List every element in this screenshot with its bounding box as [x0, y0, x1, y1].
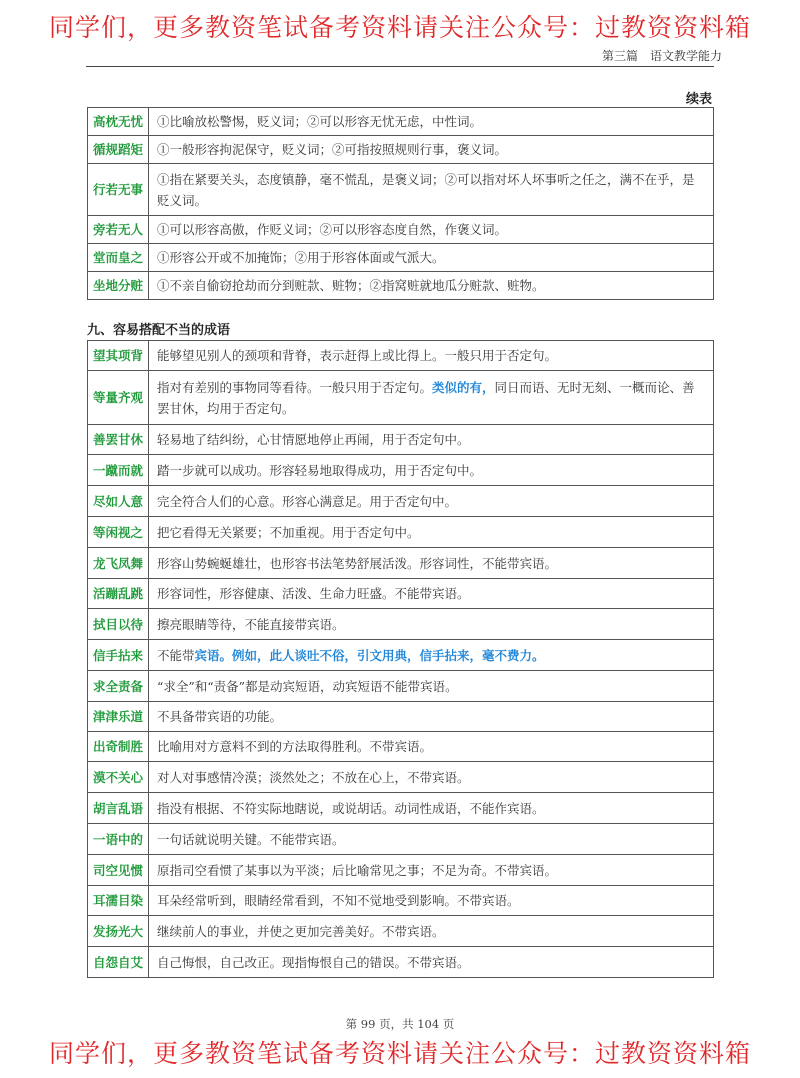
definition-text: ①指在紧要关头，态度镇静，毫不慌乱，是褒义词；②可以指对坏人坏事听之任之，满不在乎，是贬义词。 — [157, 171, 695, 208]
idiom-term: 旁若无人 — [88, 216, 149, 244]
table-row — [88, 136, 714, 164]
idiom-term: 信手拈来 — [88, 640, 149, 671]
idiom-definition — [149, 732, 714, 762]
definition-text: 自己悔恨，自己改正。现指悔恨自己的错误。不带宾语。 — [157, 954, 470, 970]
idiom-term: 望其项背 — [88, 341, 149, 371]
definition-text-cont: 同日而语、无时无刻、一概而论、善罢甘休，均用于否定句。 — [157, 379, 695, 416]
definition-text: 踏一步就可以成功。形容轻易地取得成功，用于否定句中。 — [157, 462, 483, 478]
idiom-definition — [149, 272, 714, 300]
idiom-definition — [149, 108, 714, 136]
definition-highlight: 类似的有， — [432, 379, 495, 395]
definition-text: 耳朵经常听到，眼睛经常看到，不知不觉地受到影响。不带宾语。 — [157, 893, 520, 908]
section-title: 九、容易搭配不当的成语 — [87, 323, 231, 338]
idiom-term: 一语中的 — [88, 824, 149, 855]
table-row — [88, 762, 714, 793]
idiom-term: 出奇制胜 — [88, 732, 149, 762]
idiom-definition — [149, 886, 714, 916]
table-row — [88, 272, 714, 300]
table-row — [88, 455, 714, 486]
table-row — [88, 371, 714, 425]
idiom-definition — [149, 371, 714, 425]
continued-label: 续表 — [685, 92, 712, 107]
table-row — [88, 793, 714, 824]
table-row — [88, 702, 714, 732]
table-row — [88, 886, 714, 916]
promo-banner-top: 同学们，更多教资笔试备考资料请关注公众号：过教资资料箱 — [48, 13, 751, 42]
idiom-table-ambivalent — [87, 107, 714, 300]
table-row — [88, 671, 714, 702]
idiom-term: 善罢甘休 — [88, 425, 149, 455]
table-row — [88, 732, 714, 762]
idiom-term: 尽如人意 — [88, 486, 149, 517]
idiom-term: 等量齐观 — [88, 371, 149, 425]
idiom-definition — [149, 455, 714, 486]
idiom-term: 耳濡目染 — [88, 886, 149, 916]
idiom-definition — [149, 244, 714, 272]
idiom-term: 胡言乱语 — [88, 793, 149, 824]
idiom-definition — [149, 762, 714, 793]
definition-text: 对人对事感情冷漠；淡然处之；不放在心上，不带宾语。 — [157, 769, 470, 785]
table-row — [88, 916, 714, 947]
idiom-definition — [149, 216, 714, 244]
idiom-term: 龙飞凤舞 — [88, 548, 149, 579]
definition-text: 不具备带宾语的功能。 — [157, 709, 283, 724]
idiom-definition — [149, 425, 714, 455]
idiom-definition — [149, 548, 714, 579]
idiom-term: 求全责备 — [88, 671, 149, 702]
idiom-definition — [149, 855, 714, 886]
idiom-term: 漠不关心 — [88, 762, 149, 793]
definition-text: ①比喻放松警惕，贬义词；②可以形容无忧无虑，中性词。 — [157, 114, 483, 129]
table-row — [88, 855, 714, 886]
table-row — [88, 517, 714, 548]
table-row — [88, 108, 714, 136]
definition-text: 形容山势蜿蜒雄壮，也形容书法笔势舒展活泼。形容词性，不能带宾语。 — [157, 555, 558, 571]
idiom-definition — [149, 164, 714, 216]
table-row — [88, 425, 714, 455]
idiom-definition — [149, 947, 714, 978]
idiom-term: 堂而皇之 — [88, 244, 149, 272]
table-row — [88, 609, 714, 640]
definition-text: 擦亮眼睛等待，不能直接带宾语。 — [157, 616, 345, 632]
idiom-term: 一蹴而就 — [88, 455, 149, 486]
definition-text: ①可以形容高傲，作贬义词；②可以形容态度自然，作褒义词。 — [157, 222, 508, 237]
table-row — [88, 548, 714, 579]
idiom-definition — [149, 341, 714, 371]
table-row — [88, 486, 714, 517]
table-row — [88, 640, 714, 671]
definition-text: 比喻用对方意料不到的方法取得胜利。不带宾语。 — [157, 739, 433, 754]
definition-text: ①形容公开或不加掩饰；②用于形容体面或气派大。 — [157, 250, 445, 265]
definition-text: 能够望见别人的颈项和背脊，表示赶得上或比得上。一般只用于否定句。 — [157, 348, 558, 363]
idiom-term: 等闲视之 — [88, 517, 149, 548]
idiom-term: 津津乐道 — [88, 702, 149, 732]
header-rule — [86, 66, 714, 67]
definition-text: “求全”和“责备”都是动宾短语，动宾短语不能带宾语。 — [157, 678, 458, 694]
idiom-term: 坐地分赃 — [88, 272, 149, 300]
table-row — [88, 341, 714, 371]
idiom-definition — [149, 640, 714, 671]
definition-text: 指对有差别的事物同等看待。一般只用于否定句。 — [157, 379, 433, 395]
idiom-definition — [149, 136, 714, 164]
idiom-definition — [149, 793, 714, 824]
idiom-definition — [149, 579, 714, 609]
promo-banner-bottom: 同学们，更多教资笔试备考资料请关注公众号：过教资资料箱 — [48, 1039, 751, 1068]
page-footer: 第 99 页，共 104 页 — [345, 1017, 455, 1031]
definition-text: 原指司空看惯了某事以为平淡；后比喻常见之事；不足为奇。不带宾语。 — [157, 862, 558, 878]
idiom-definition — [149, 486, 714, 517]
idiom-term: 发扬光大 — [88, 916, 149, 947]
definition-text: 不能带 — [157, 647, 195, 663]
idiom-term: 活蹦乱跳 — [88, 579, 149, 609]
definition-text: 指没有根据、不符实际地瞎说，或说胡话。动词性成语，不能作宾语。 — [157, 800, 545, 816]
definition-text: 继续前人的事业，并使之更加完善美好。不带宾语。 — [157, 923, 445, 939]
chapter-header: 第三篇 语文教学能力 — [601, 49, 722, 63]
table-row — [88, 164, 714, 216]
table-row — [88, 579, 714, 609]
definition-text: 完全符合人们的心意。形容心满意足。用于否定句中。 — [157, 493, 458, 509]
definition-highlight: 宾语。例如，此人谈吐不俗，引文用典，信手拈来，毫不费力。 — [194, 647, 545, 663]
idiom-definition — [149, 824, 714, 855]
definition-text: 一句话就说明关键。不能带宾语。 — [157, 831, 345, 847]
idiom-definition — [149, 702, 714, 732]
idiom-term: 自怨自艾 — [88, 947, 149, 978]
idiom-term: 拭目以待 — [88, 609, 149, 640]
idiom-term: 高枕无忧 — [88, 108, 149, 136]
idiom-table-collocation — [87, 340, 714, 978]
table-row — [88, 947, 714, 978]
idiom-term: 司空见惯 — [88, 855, 149, 886]
definition-text: 形容词性，形容健康、活泼、生命力旺盛。不能带宾语。 — [157, 586, 470, 601]
table-row — [88, 216, 714, 244]
definition-text: ①一般形容拘泥保守，贬义词；②可指按照规则行事，褒义词。 — [157, 142, 508, 157]
idiom-definition — [149, 609, 714, 640]
idiom-term: 行若无事 — [88, 164, 149, 216]
idiom-term: 循规蹈矩 — [88, 136, 149, 164]
idiom-definition — [149, 916, 714, 947]
table-row — [88, 244, 714, 272]
idiom-definition — [149, 671, 714, 702]
table-row — [88, 824, 714, 855]
definition-text: 轻易地了结纠纷，心甘情愿地停止再闹，用于否定句中。 — [157, 432, 470, 447]
definition-text: ①不亲自偷窃抢劫而分到赃款、赃物；②指窝赃就地瓜分赃款、赃物。 — [157, 278, 545, 293]
idiom-definition — [149, 517, 714, 548]
definition-text: 把它看得无关紧要；不加重视。用于否定句中。 — [157, 524, 420, 540]
